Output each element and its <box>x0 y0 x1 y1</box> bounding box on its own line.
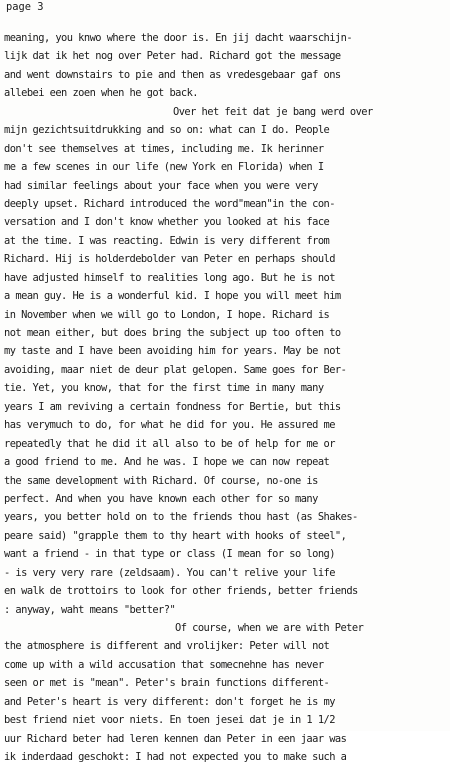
text-line: has verymuch to do, for what he did for you. He assured me <box>4 419 335 432</box>
text-line: tie. Yet, you know, that for the first time in many many <box>4 382 324 395</box>
text-line: Over het feit dat je bang werd over <box>173 105 373 118</box>
text-line: a mean guy. He is a wonderful kid. I hope you will meet him <box>4 290 341 303</box>
text-line: in November when we will go to London, I hope. Richard is <box>4 308 330 321</box>
letter-body <box>4 29 450 767</box>
text-line: repeatedly that he did it all also to be of help for me or <box>4 437 335 450</box>
text-line: ik inderdaad geschokt: I had not expected you to make such a <box>4 751 347 764</box>
text-line: peare said) "grapple them to thy heart with hooks of steel", <box>4 529 347 542</box>
text-line: and Peter's heart is very different: don't forget he is my <box>4 695 335 708</box>
text-line: years I am reviving a certain fondness for Bertie, but this <box>4 400 341 413</box>
text-line: meaning, you knwo where the door is. En jij dacht waarschijn- <box>4 32 353 44</box>
text-line: best friend niet voor niets. En toen jesei dat je in 1 1/2 <box>4 714 335 727</box>
text-line: my taste and I have been avoiding him for years. May be not <box>4 345 341 358</box>
text-line: Richard. Hij is holderdebolder van Peter en perhaps should <box>4 253 335 266</box>
text-line: mijn gezichtsuitdrukking and so on: what can I do. People <box>4 124 330 137</box>
text-line: seen or met is "mean". Peter's brain functions different- <box>4 677 330 690</box>
text-line: the same development with Richard. Of course, no-one is <box>4 474 318 487</box>
text-line: the atmosphere is different and vrolijker: Peter will not <box>4 640 330 653</box>
text-line: perfect. And when you have known each other for so many <box>4 492 318 505</box>
text-line: - is very very rare (zeldsaam). You can't relive your life <box>4 566 335 579</box>
text-line: uur Richard beter had leren kennen dan Peter in een jaar was <box>4 732 347 745</box>
text-line: and went downstairs to pie and then as vredesgebaar gaf ons <box>4 68 341 81</box>
text-line: lijk dat ik het nog over Peter had. Richard got the message <box>4 50 341 63</box>
text-line: at the time. I was reacting. Edwin is very different from <box>4 234 330 247</box>
text-line: not mean either, but does bring the subject up too often to <box>4 327 341 339</box>
text-line: years, you better hold on to the friends thou hast (as Shakes- <box>4 511 358 524</box>
text-line: deeply upset. Richard introduced the word"mean"in the con- <box>4 197 335 210</box>
text-line: have adjusted himself to realities long ago. But he is not <box>4 271 335 284</box>
text-line: a good friend to me. And he was. I hope we can now repeat <box>4 456 330 469</box>
text-line: had similar feelings about your face when you were very <box>4 179 318 192</box>
text-line: : anyway, waht means "better?" <box>4 603 176 616</box>
text-line: me a few scenes in our life (new York en Florida) when I <box>4 161 324 174</box>
text-line: allebei een zoen when he got back. <box>4 87 198 100</box>
text-line: en walk de trottoirs to look for other friends, better friends <box>4 585 358 598</box>
text-line: want a friend - in that type or class (I mean for so long) <box>4 548 335 561</box>
page-number: page 3 <box>6 1 44 13</box>
text-line: don't see themselves at times, including me. Ik herinner <box>4 142 324 155</box>
text-line: come up with a wild accusation that somecnehne has never <box>4 658 324 671</box>
text-line: Of course, when we are with Peter <box>175 622 364 634</box>
text-line: avoiding, maar niet de deur plat gelopen. Same goes for Ber- <box>4 363 347 376</box>
text-line: versation and I don't know whether you looked at his face <box>4 216 330 229</box>
